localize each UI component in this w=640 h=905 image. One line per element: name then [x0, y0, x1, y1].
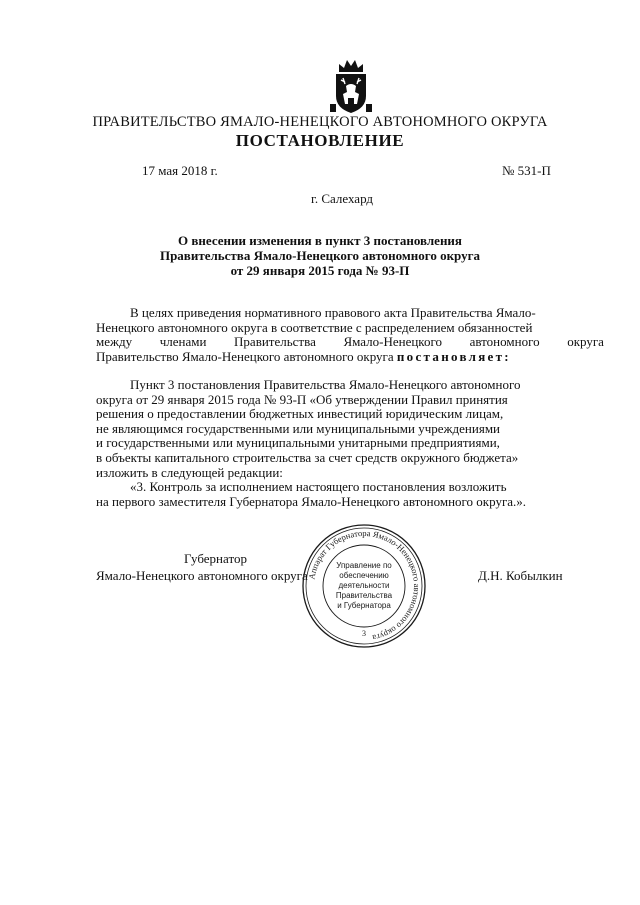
resolution-keyword: постановляет: — [396, 348, 511, 364]
coat-of-arms-icon — [326, 58, 376, 114]
signatory-position: Губернатор — [184, 551, 247, 566]
word: между — [96, 334, 133, 350]
word: автономного — [469, 334, 540, 350]
paragraph-line: изложить в следующей редакции: — [96, 464, 283, 480]
paragraph-preamble — [96, 306, 604, 364]
paragraph-line: округа от 29 января 2015 года № 93-П «Об утверждении Правил принятия — [96, 391, 508, 407]
organization-name: ПРАВИТЕЛЬСТВО ЯМАЛО-НЕНЕЦКОГО АВТОНОМНОГО ОКРУГА — [92, 114, 548, 130]
document-type: ПОСТАНОВЛЕНИЕ — [235, 131, 405, 150]
word: членами — [159, 334, 207, 350]
paragraph-line — [96, 350, 604, 365]
word: Ямало-Ненецкого — [343, 334, 442, 350]
stamp-inner-text: обеспечению — [339, 571, 389, 580]
stamp-inner-text: Управление по — [336, 561, 392, 570]
stamp-ring-text: Аппарат Губернатора Ямало-Ненецкого автономного округа — [306, 527, 423, 644]
stamp-inner-text: Правительства — [335, 591, 393, 600]
stamp-inner-text: деятельности — [338, 581, 390, 590]
word: округа — [567, 334, 604, 350]
document-date: 17 мая 2018 г. — [142, 163, 218, 178]
document-title-line-2: Правительства Ямало-Ненецкого автономного округа — [159, 248, 481, 263]
document-title-line-1: О внесении изменения в пункт 3 постановления — [178, 233, 462, 248]
document-title-line-3: от 29 января 2015 года № 93-П — [230, 263, 410, 278]
paragraph-line: «3. Контроль за исполнением настоящего постановления возложить — [130, 479, 507, 495]
document-number: № 531-П — [502, 163, 551, 178]
paragraph-line: и государственными или муниципальными унитарными предприятиями, — [96, 435, 500, 451]
paragraph-line: на первого заместителя Губернатора Ямало-Ненецкого автономного округа.». — [96, 493, 527, 509]
paragraph-line — [96, 335, 604, 350]
paragraph-resolution — [96, 378, 604, 509]
paragraph-line: не являющимся государственными или муниципальными учреждениями — [96, 420, 500, 436]
paragraph-line: Пункт 3 постановления Правительства Ямало-Ненецкого автономного — [130, 377, 521, 392]
paragraph-line: В целях приведения нормативного правового акта Правительства Ямало- — [130, 305, 536, 320]
signatory-name: Д.Н. Кобылкин — [478, 568, 563, 583]
stamp-number: 3 — [362, 629, 366, 638]
signatory-organization: Ямало-Ненецкого автономного округа — [96, 568, 308, 583]
paragraph-line: решения о предоставлении бюджетных инвестиций юридическим лицам, — [96, 406, 504, 422]
stamp-inner-text: и Губернатора — [337, 601, 391, 610]
document-city: г. Салехард — [310, 191, 374, 206]
word: Правительства — [234, 334, 316, 350]
official-stamp — [300, 522, 428, 650]
paragraph-text: Правительство Ямало-Ненецкого автономного округа — [96, 348, 394, 364]
paragraph-line: в объекты капитального строительства за счет средств окружного бюджета» — [96, 449, 519, 465]
paragraph-line: Ненецкого автономного округа в соответствие с распределением обязанностей — [96, 319, 533, 335]
